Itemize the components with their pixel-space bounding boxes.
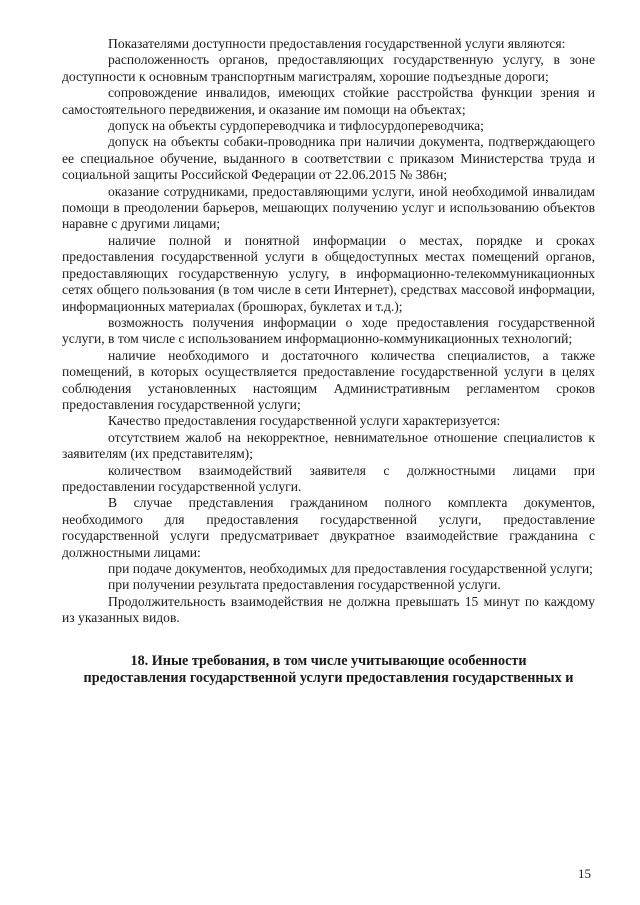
page-number: 15: [578, 866, 591, 881]
section-heading-line-2: предоставления государственной услуги предоставления государственных и: [83, 669, 574, 686]
paragraph: при подаче документов, необходимых для предоставления государственной услуги;: [108, 561, 593, 576]
paragraph: наличие полной и понятной информации о местах, порядке и сроках предоставления государственной услуги в общедоступных местах помещений органов, предоставляющих государственную услугу, в информационно-телекоммуникационных сетях общего пользования (в том числе в сети Интернет), средствах массовой информации, информационных материалах (брошюрах, буклетах и т.д.);: [62, 232, 595, 314]
paragraph: отсутствием жалоб на некорректное, невнимательное отношение специалистов к заявителям (их представителям);: [62, 429, 595, 462]
paragraph: количеством взаимодействий заявителя с должностными лицами при предоставлении государственной услуги.: [62, 462, 595, 494]
paragraph: сопровождение инвалидов, имеющих стойкие расстройства функции зрения и самостоятельного передвижения, и оказание им помощи на объектах;: [62, 85, 595, 117]
paragraph: при получении результата предоставления государственной услуги.: [108, 577, 501, 593]
paragraph: оказание сотрудниками, предоставляющими услуги, иной необходимой инвалидам помощи в преодолении барьеров, мешающих получению услуг и использованию объектов наравне с другими лицами;: [62, 183, 595, 232]
paragraph: Качество предоставления государственной услуги характеризуется:: [108, 413, 501, 429]
paragraph: допуск на объекты собаки-проводника при наличии документа, подтверждающего ее специальное обучение, выданного в соответствии с приказом Министерства труда и социальной защиты Российской Федерации от 22.06.2015 № 386н;: [62, 134, 595, 183]
section-heading: [62, 653, 595, 687]
paragraph: возможность получения информации о ходе предоставления государственной услуги, в том числе с использованием информационно-коммуникационных технологий;: [62, 314, 595, 347]
section-heading-line-1: 18. Иные требования, в том числе учитывающие особенности: [130, 652, 527, 669]
paragraph: Продолжительность взаимодействия не должна превышать 15 минут по каждому из указанных видов.: [62, 593, 595, 626]
paragraph: допуск на объекты сурдопереводчика и тифлосурдопереводчика;: [108, 118, 484, 134]
paragraph: Показателями доступности предоставления государственной услуги являются:: [108, 36, 566, 51]
page-body: [62, 36, 595, 687]
paragraph: наличие необходимого и достаточного количества специалистов, а также помещений, в которых осуществляется предоставление государственной услуги в целях соблюдения установленных настоящим Административным регламентом сроков предоставления государственной услуги;: [62, 347, 595, 412]
paragraph: В случае представления гражданином полного комплекта документов, необходимого для предоставления государственной услуги, предоставление государственной услуги предусматривает двукратное взаимодействие гражданина с должностными лицами:: [62, 495, 595, 560]
paragraph: расположенность органов, предоставляющих государственную услугу, в зоне доступности к основным транспортным магистралям, хорошие подъездные дороги;: [62, 52, 595, 84]
